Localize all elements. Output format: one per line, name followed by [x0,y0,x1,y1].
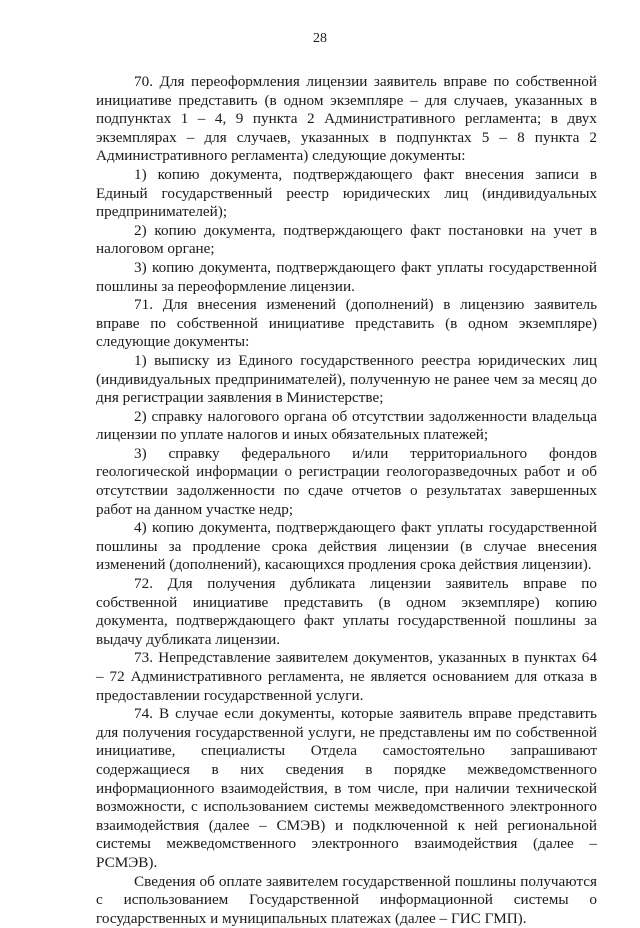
paragraph-70-item-1: 1) копию документа, подтверждающего факт внесения записи в Единый государственный реестр юридических лиц (индивидуальных предпринимателей); [96,165,597,221]
paragraph-70-item-2: 2) копию документа, подтверждающего факт постановки на учет в налоговом органе; [96,221,597,258]
paragraph-71-item-1: 1) выписку из Единого государственного реестра юридических лиц (индивидуальных предпринимателей), полученную не ранее чем за месяц до дня регистрации заявления в Министерстве; [96,351,597,407]
paragraph-fee-info: Сведения об оплате заявителем государственной пошлины получаются с использованием Государственной информационной системы о государственных и муниципальных платежах (далее – ГИС ГМП). [96,872,597,927]
paragraph-71-item-3: 3) справку федерального и/или территориального фондов геологической информации о регистрации геологоразведочных работ и об отсутствии задолженности по сдаче отчетов о результатах завершенных работ на данном участке недр; [96,444,597,518]
paragraph-72: 72. Для получения дубликата лицензии заявитель вправе по собственной инициативе представить (в одном экземпляре) копию документа, подтверждающего факт уплаты государственной пошлины за выдачу дубликата лицензии. [96,575,597,648]
page-number: 28 [313,31,327,46]
paragraph-74: 74. В случае если документы, которые заявитель вправе представить для получения государственной услуги, не представлены им по собственной инициативе, специалисты Отдела самостоятельно запрашивают содержащиеся в них сведения в порядке межведомственного информационного взаимодействия, в том числе, при наличии технической возможности, с использованием системы межведомственного электронного взаимодействия (далее – СМЭВ) и подключенной к ней региональной системы межведомственного электронного взаимодействия (далее – РСМЭВ). [96,705,597,871]
document-body [96,73,597,928]
paragraph-73: 73. Непредставление заявителем документов, указанных в пунктах 64 – 72 Административного регламента, не является основанием для отказа в предоставлении государственной услуги. [96,649,597,704]
paragraph-71-item-4: 4) копию документа, подтверждающего факт уплаты государственной пошлины за продление срока действия лицензии (в случае внесения изменений (дополнений), касающихся продления срока действия лицензии). [96,519,597,574]
paragraph-70-item-3: 3) копию документа, подтверждающего факт уплаты государственной пошлины за переоформление лицензии. [96,258,597,295]
paragraph-70: 70. Для переоформления лицензии заявитель вправе по собственной инициативе представить (в одном экземпляре – для случаев, указанных в подпунктах 1 – 4, 9 пункта 2 Административного регламента; в двух экземплярах – для случаев, указанных в подпунктах 5 – 8 пункта 2 Административного регламента) следующие документы: [96,73,597,165]
paragraph-71: 71. Для внесения изменений (дополнений) в лицензию заявитель вправе по собственной инициативе представить (в одном экземпляре) следующие документы: [96,296,597,351]
paragraph-71-item-2: 2) справку налогового органа об отсутствии задолженности владельца лицензии по уплате налогов и иных обязательных платежей; [96,407,597,444]
